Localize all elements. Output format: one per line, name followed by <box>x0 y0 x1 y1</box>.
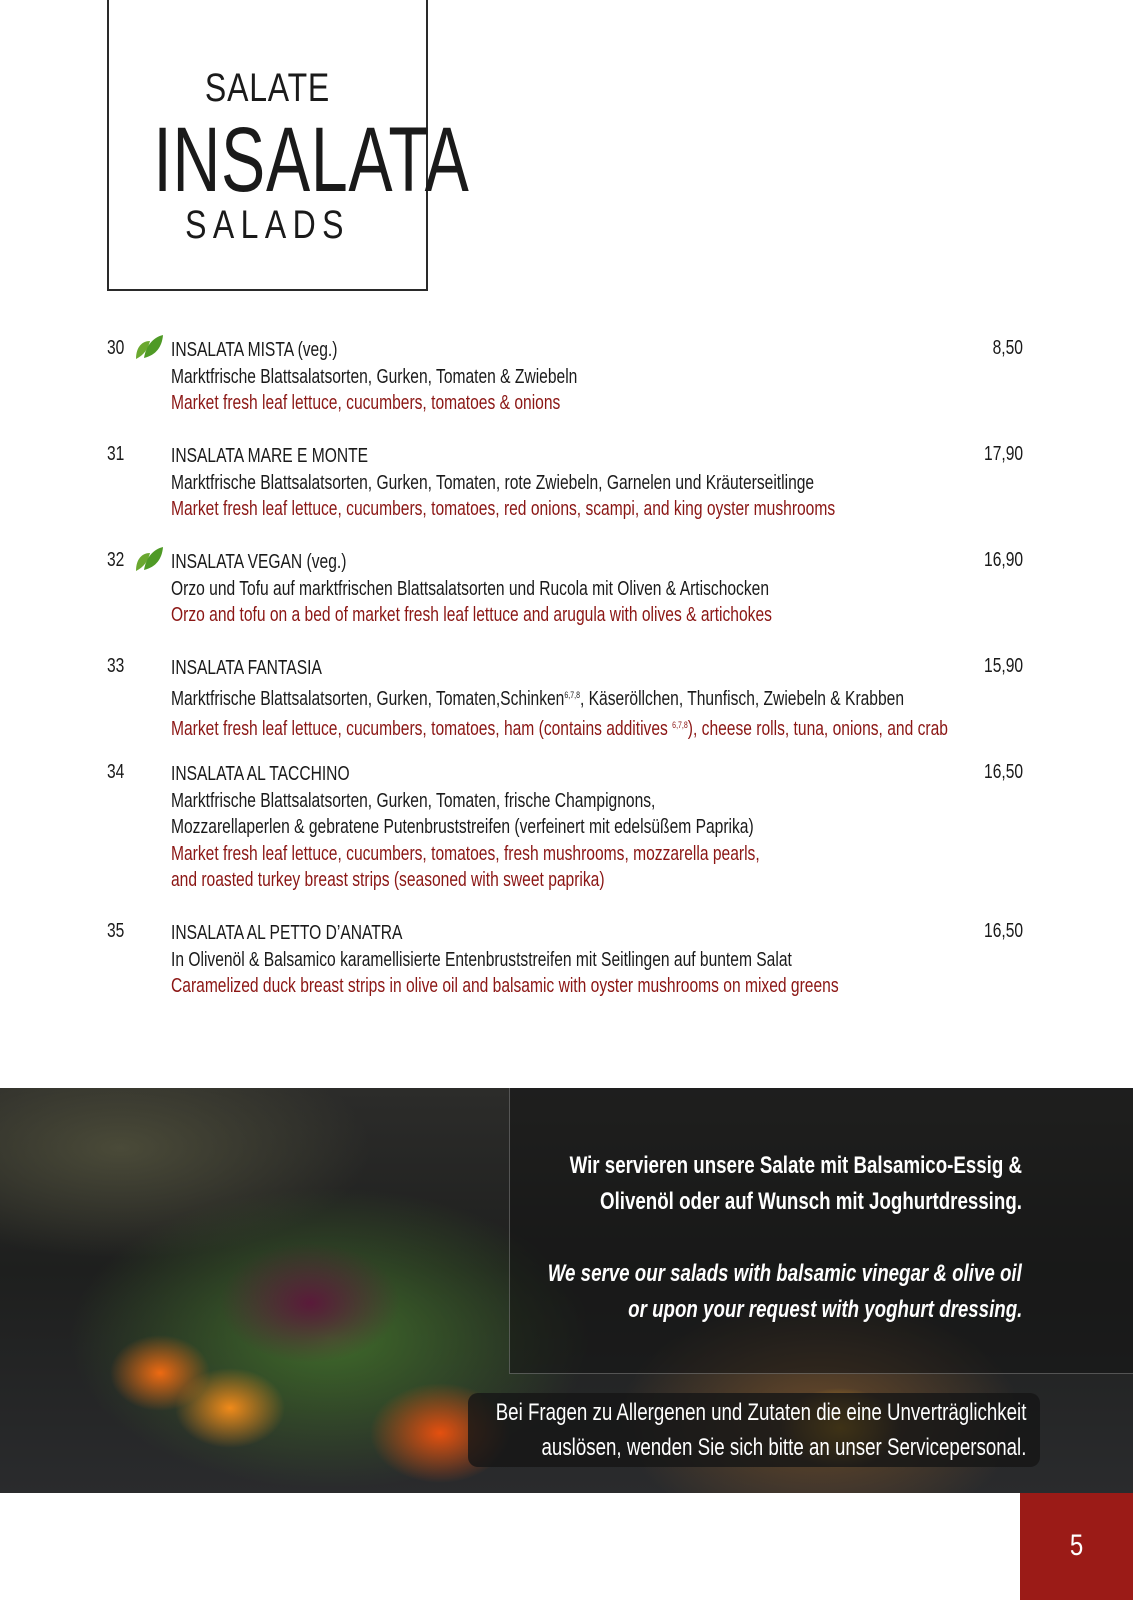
item-name: INSALATA VEGAN (veg.) <box>171 551 347 573</box>
item-texts <box>171 337 951 417</box>
item-description-en: Market fresh leaf lettuce, cucumbers, tomatoes, red onions, scampi, and king oyster mushrooms <box>171 498 836 520</box>
item-description-de: In Olivenöl & Balsamico karamellisierte Entenbruststreifen mit Seitlingen auf buntem Salat <box>171 948 792 971</box>
description-part: Marktfrische Blattsalatsorten, Gurken, Tomaten,Schinken <box>171 687 565 710</box>
item-price: 15,90 <box>983 655 1023 677</box>
item-number: 34 <box>107 761 125 783</box>
item-description-de: Marktfrische Blattsalatsorten, Gurken, Tomaten, frische Champignons, <box>171 789 656 812</box>
item-number: 32 <box>107 549 125 571</box>
item-description-en: Caramelized duck breast strips in olive oil and balsamic with oyster mushrooms on mixed greens <box>171 975 839 997</box>
leaf-icon <box>134 545 164 573</box>
item-price: 16,90 <box>983 549 1023 571</box>
item-price: 8,50 <box>992 337 1023 359</box>
item-description-en <box>171 712 951 743</box>
title-italian: INSALATA <box>153 109 470 211</box>
item-name: INSALATA MISTA (veg.) <box>171 339 338 361</box>
page-number-box <box>1020 1493 1133 1600</box>
dressing-note-en-2: or upon your request with yoghurt dressing. <box>627 1296 1022 1323</box>
item-texts <box>171 920 951 1000</box>
item-description-de: Mozzarellaperlen & gebratene Putenbruststreifen (verfeinert mit edelsüßem Paprika) <box>171 816 754 838</box>
title-german: SALATE <box>204 66 331 110</box>
description-part: ), cheese rolls, tuna, onions, and crab <box>687 718 948 740</box>
allergen-note <box>495 1395 1026 1465</box>
item-description-en: Market fresh leaf lettuce, cucumbers, tomatoes & onions <box>171 392 561 414</box>
title-english: SALADS <box>185 203 350 247</box>
dressing-note-de-1: Wir servieren unsere Salate mit Balsamico-Essig & <box>569 1152 1022 1179</box>
salad-photo <box>0 1088 1133 1493</box>
item-description-en: and roasted turkey breast strips (seasoned with sweet paprika) <box>171 869 605 891</box>
allergen-note-line-2: auslösen, wenden Sie sich bitte an unser Servicepersonal. <box>541 1434 1026 1461</box>
item-number: 33 <box>107 655 125 677</box>
item-name: INSALATA AL PETTO D’ANATRA <box>171 922 403 944</box>
item-texts <box>171 761 951 894</box>
leaf-icon <box>134 333 164 361</box>
item-name: INSALATA FANTASIA <box>171 657 322 679</box>
item-description-de: Marktfrische Blattsalatsorten, Gurken, Tomaten, rote Zwiebeln, Garnelen und Kräuterseitlinge <box>171 471 815 494</box>
item-texts <box>171 549 951 629</box>
additive-marks: 6,7,8 <box>672 720 688 730</box>
item-price: 16,50 <box>983 920 1023 942</box>
item-description-en: Market fresh leaf lettuce, cucumbers, tomatoes, fresh mushrooms, mozzarella pearls, <box>171 842 760 865</box>
item-description-de <box>171 682 951 713</box>
item-price: 17,90 <box>983 443 1023 465</box>
item-texts <box>171 443 951 523</box>
dressing-note-de-2: Olivenöl oder auf Wunsch mit Joghurtdressing. <box>600 1188 1022 1215</box>
item-name: INSALATA AL TACCHINO <box>171 763 350 785</box>
item-price: 16,50 <box>983 761 1023 783</box>
description-part: , Käseröllchen, Thunfisch, Zwiebeln & Krabben <box>579 687 905 710</box>
item-number: 35 <box>107 920 125 942</box>
dressing-note-panel <box>509 1088 1133 1374</box>
description-part: Market fresh leaf lettuce, cucumbers, tomatoes, ham (contains additives <box>171 718 673 740</box>
item-description-de: Marktfrische Blattsalatsorten, Gurken, Tomaten & Zwiebeln <box>171 365 578 388</box>
section-title-box <box>107 0 470 291</box>
item-number: 30 <box>107 337 125 359</box>
item-name: INSALATA MARE E MONTE <box>171 445 369 467</box>
dressing-note-en-1: We serve our salads with balsamic vinegar & olive oil <box>547 1260 1022 1287</box>
item-description-de: Orzo und Tofu auf marktfrischen Blattsalatsorten und Rucola mit Oliven & Artischocken <box>171 577 770 600</box>
item-description-en: Orzo and tofu on a bed of market fresh leaf lettuce and arugula with olives & artichokes <box>171 604 772 626</box>
allergen-note-box <box>468 1393 1040 1467</box>
additive-marks: 6,7,8 <box>564 689 580 700</box>
item-texts <box>171 655 951 743</box>
page-number: 5 <box>1069 1529 1084 1562</box>
item-number: 31 <box>107 443 125 465</box>
allergen-note-line-1: Bei Fragen zu Allergenen und Zutaten die eine Unverträglichkeit <box>495 1399 1026 1426</box>
